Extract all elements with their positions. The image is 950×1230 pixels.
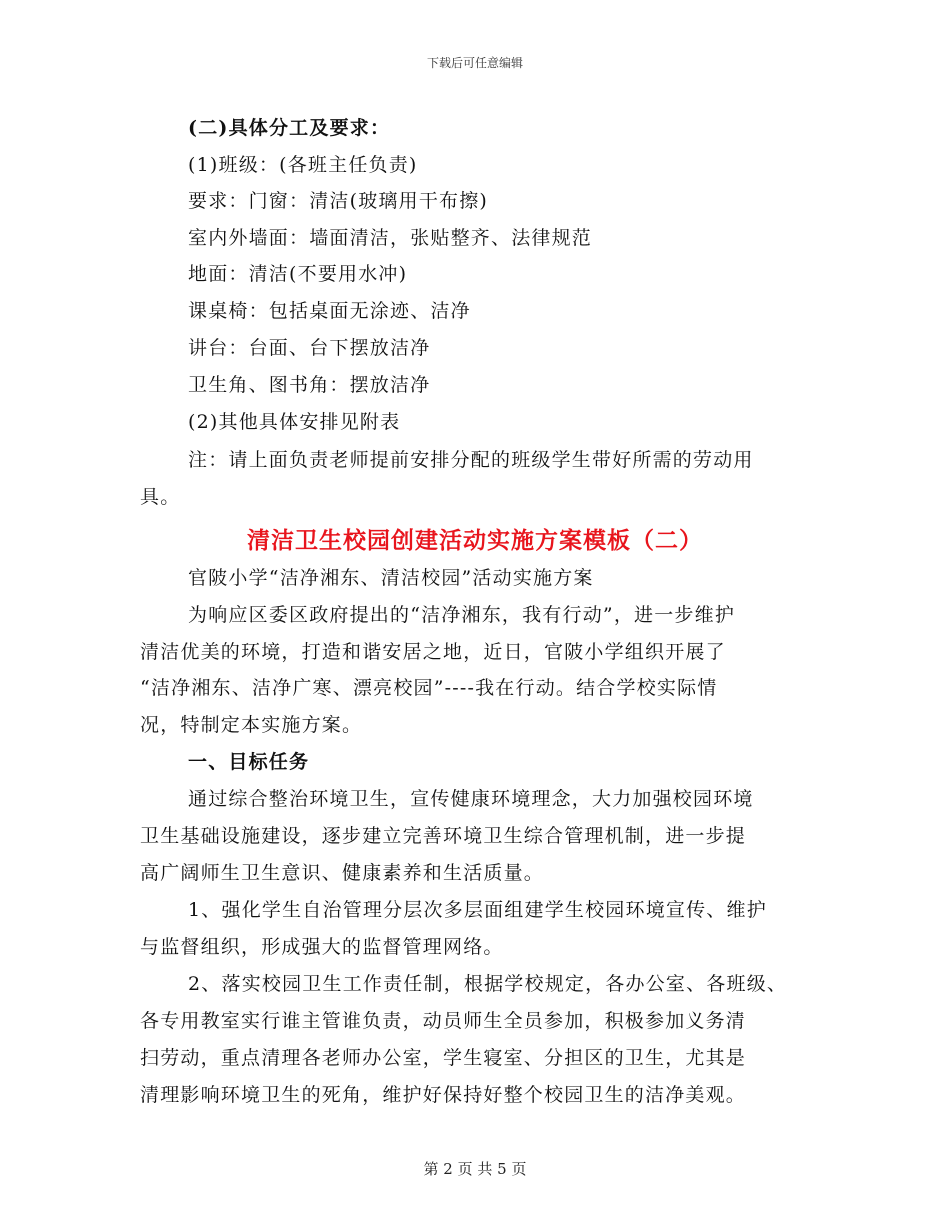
goal-line: 高广阔师生卫生意识、健康素养和生活质量。 <box>140 862 545 884</box>
point-line: 1、强化学生自治管理分层次多层面组建学生校园环境宣传、维护 <box>188 899 767 921</box>
intro-line: 为响应区委区政府提出的“洁净湘东，我有行动”，进一步维护 <box>188 604 736 626</box>
page-footer: 第 2 页 共 5 页 <box>423 1160 527 1178</box>
section-heading: (二)具体分工及要求： <box>188 117 391 139</box>
point-line: 各专用教室实行谁主管谁负责，动员师生全员参加，积极参加义务清 <box>140 1010 747 1032</box>
intro-line: “洁净湘东、洁净广寒、漂亮校园”----我在行动。结合学校实际情 <box>140 677 718 699</box>
item-line: 课桌椅：包括桌面无涂迹、洁净 <box>188 300 471 322</box>
goal-line: 卫生基础设施建设，逐步建立完善环境卫生综合管理机制，进一步提 <box>140 825 747 847</box>
point-line: 清理影响环境卫生的死角，维护好保持好整个校园卫生的洁净美观。 <box>140 1084 747 1106</box>
point-line: 扫劳动，重点清理各老师办公室，学生寝室、分担区的卫生，尤其是 <box>140 1047 747 1069</box>
item-line: (2)其他具体安排见附表 <box>188 411 401 433</box>
goal-line: 通过综合整治环境卫生，宣传健康环境理念，大力加强校园环境 <box>188 788 754 810</box>
goal-heading: 一、目标任务 <box>188 751 310 773</box>
item-line: (1)班级：(各班主任负责) <box>188 154 418 176</box>
note-line: 注：请上面负责老师提前安排分配的班级学生带好所需的劳动用 <box>188 449 754 471</box>
point-line: 与监督组织，形成强大的监督管理网络。 <box>140 936 504 958</box>
page-header: 下载后可任意编辑 <box>426 56 523 70</box>
point-line: 2、落实校园卫生工作责任制，根据学校规定，各办公室、各班级、 <box>188 973 788 995</box>
item-line: 室内外墙面：墙面清洁，张贴整齐、法律规范 <box>188 227 593 249</box>
intro-line: 清洁优美的环境，打造和谐安居之地，近日，官陂小学组织开展了 <box>140 641 726 663</box>
item-line: 地面：清洁(不要用水冲) <box>188 263 408 285</box>
item-line: 讲台：台面、台下摆放洁净 <box>188 337 431 359</box>
item-line: 要求：门窗：清洁(玻璃用干布擦) <box>188 190 489 212</box>
document-title: 清洁卫生校园创建活动实施方案模板（二） <box>247 527 703 554</box>
item-line: 卫生角、图书角：摆放洁净 <box>188 374 431 396</box>
note-line: 具。 <box>140 486 181 508</box>
intro-line: 况，特制定本实施方案。 <box>140 714 363 736</box>
subtitle: 官陂小学“洁净湘东、清洁校园”活动实施方案 <box>188 567 594 589</box>
